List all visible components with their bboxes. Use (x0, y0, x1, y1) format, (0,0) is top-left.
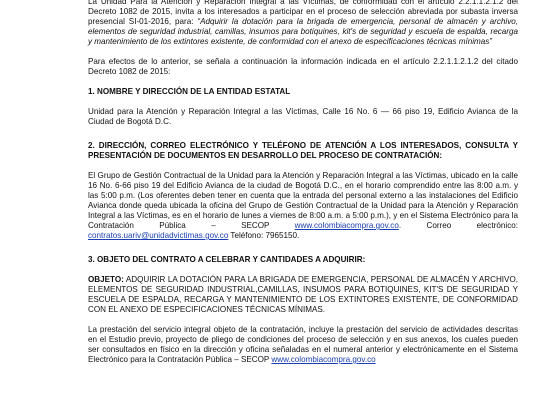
phone-label: Teléfono: (228, 231, 266, 240)
section-2-text: El Grupo de Gestión Contractual de la Unidad para la Atención y Reparación Integral a las Víctimas, ubicado en la calle 16 No. 6-66 piso 19 del Edificio Avianca de la ciudad de Bogotá D.C., en el horario comprendido entre las 8:00 a.m. y las 5:00 p.m. (Los oferentes deben tener en cuenta que la entrada del personal externo a las instalaciones del Edificio Avianca donde queda ubicada la oficina del Grupo de Gestión Contractual de la Unidad para la Atención y Reparación Integral a las Víctimas, es en el horario de lunes a viernes de 8:00 a.m. a 5:00 p.m.), y en el Sistema Electrónico para la Contratación Pública – SECOP (88, 171, 518, 230)
section-3-object (88, 275, 518, 315)
object-label: OBJETO: (88, 275, 124, 284)
section-1-heading: 1. NOMBRE Y DIRECCIÓN DE LA ENTIDAD ESTATAL (88, 87, 291, 96)
object-text: ADQUIRIR LA DOTACIÓN PARA LA BRIGADA DE EMERGENCIA, PERSONAL DE ALMACÉN Y ARCHIVO, ELEMENTOS DE SEGURIDAD INDUSTRIAL,CAMILLAS, INSUMOS PARA BOTIQUINES, KIT'S DE SEGURIDAD Y ESCUELA DE ESPALDA, RECARGA Y MANTENIMIENTO DE LOS EXTINTORES EXISTENTE, DE CONFORMIDAD CON EL ANEXO DE ESPECIFICACIONES TÉCNICAS MÍNIMAS. (88, 275, 518, 314)
section-3-heading: 3. OBJETO DEL CONTRATO A CELEBRAR Y CANTIDADES A ADQUIRIR: (88, 255, 366, 264)
secop-link-2[interactable]: www.colombiacompra.gov.co (271, 355, 376, 364)
secop-link[interactable]: www.colombiacompra.gov.co (294, 221, 399, 230)
email-link[interactable]: contratos.uariv@unidadvictimas.gov.co (88, 231, 229, 240)
email-label: . Correo electrónico: (398, 221, 518, 230)
section-2-heading: 2. DIRECCIÓN, CORREO ELECTRÓNICO Y TELÉFONO DE ATENCIÓN A LOS INTERESADOS, CONSULTA Y PRESENTACIÓN DE DOCUMENTOS EN DESARROLLO DEL PROCESO DE CONTRATACIÓN: (88, 141, 518, 160)
intro-paragraph (88, 0, 518, 47)
section-3-text: La prestación del servicio integral objeto de la contratación, incluye la prestación del servicio de actividades descritas en el Estudio previo, proyecto de pliego de condiciones del proceso de selección y en sus anexos, los cuales pueden ser consultados en físico en la dirección y oficina señaladas en el numeral anterior y electrónicamente en el Sistema Electrónico para la Contratación Pública – SECOP (88, 325, 518, 364)
intro-lead: La Unidad Para la Atención y Reparación Integral a las Víctimas, de conformidad con el artículo 2.2.1.1.2.1.2 del Decreto 1082 de 2015, invita a los interesados a participar en el proceso de selección abreviada por subasta inversa presencial SI-01-2016, para: (88, 0, 518, 26)
effects-paragraph: Para efectos de lo anterior, se señala a continuación la información indicada en el artículo 2.2.1.1.2.1.2 del citado Decreto 1082 de 2015: (88, 57, 518, 76)
phone-number: 7965150. (265, 231, 300, 240)
section-1-body: Unidad para la Atención y Reparación Integral a las Víctimas, Calle 16 No. 6 — 66 piso 19, Edificio Avianca de la Ciudad de Bogotá D.C. (88, 107, 518, 126)
section-3-body (88, 325, 518, 365)
section-2-body (88, 171, 518, 241)
intro-object-italic: “Adquirir la dotación para la brigada de emergencia, personal de almacén y archivo, elementos de seguridad industrial, camillas, insumos para botiquines, kit's de seguridad y escuela de espalda, recarga y mantenimiento de los extintores existente, de conformidad con el anexo de especificaciones técnicas mínimas” (88, 17, 518, 46)
